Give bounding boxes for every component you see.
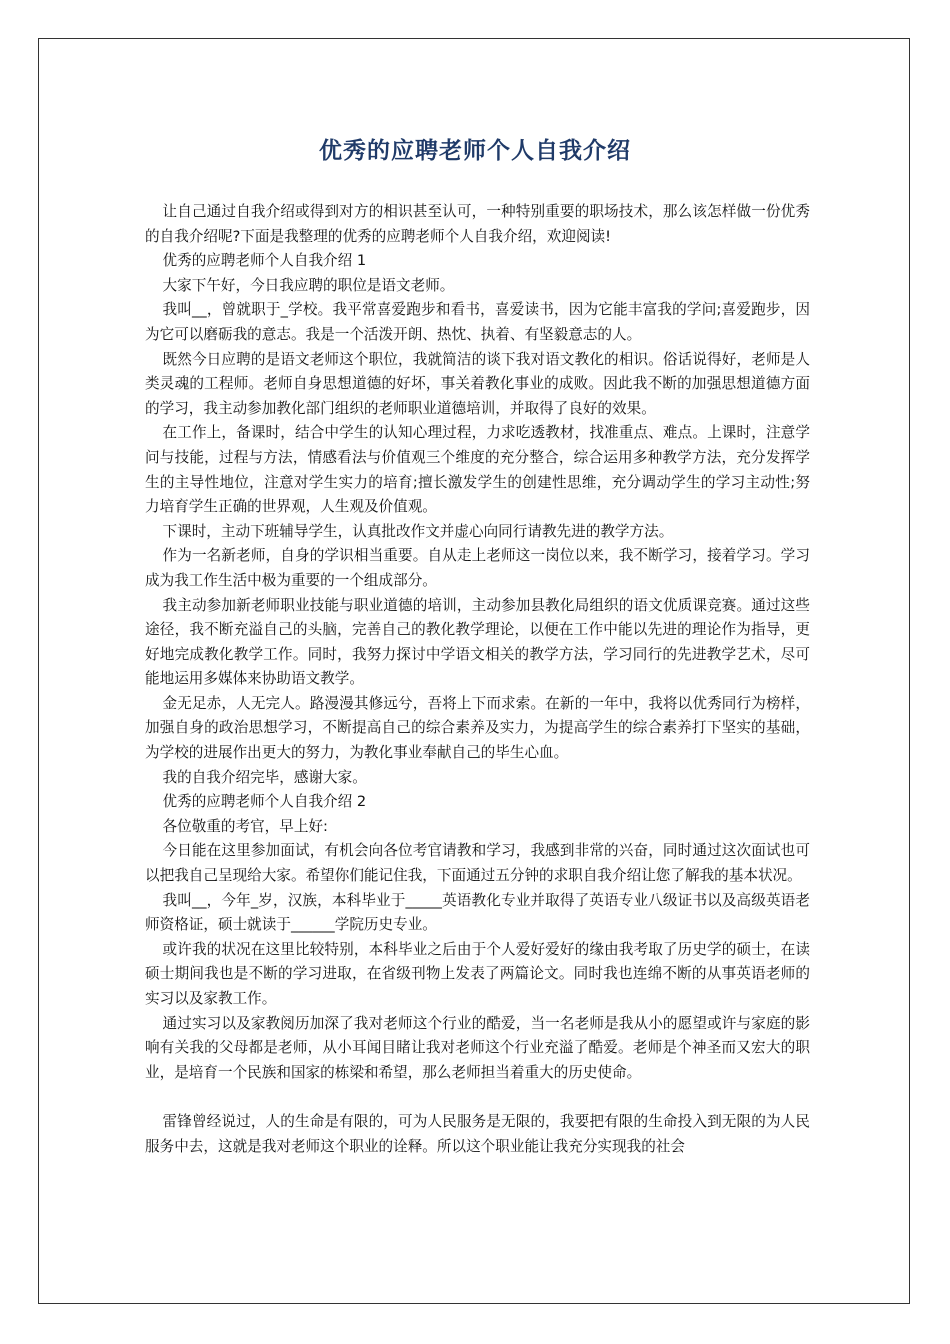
section-heading-2: 优秀的应聘老师个人自我介绍 2 [162, 793, 367, 811]
paragraph-intro: 让自己通过自我介绍或得到对方的相识甚至认可，一种特别重要的职场技术，那么该怎样做一份优秀的自我介绍呢?下面是我整理的优秀的应聘老师个人自我介绍，欢迎阅读! [145, 203, 810, 245]
section-heading-1: 优秀的应聘老师个人自我介绍 1 [162, 252, 367, 270]
paragraph: 在工作上，备课时，结合中学生的认知心理过程，力求吃透教材，找准重点、难点。上课时，注意学问与技能，过程与方法，情感看法与价值观三个维度的充分整合，综合运用多种教学方法，充分发挥学生的主导性地位，注意对学生实力的培育;擅长激发学生的创建性思维，充分调动学生的学习主动性;努力培育学生正确的世界观，人生观及价值观。 [145, 424, 810, 516]
paragraph: 雷锋曾经说过，人的生命是有限的，可为人民服务是无限的，我要把有限的生命投入到无限的为人民服务中去，这就是我对老师这个职业的诠释。所以这个职业能让我充分实现我的社会 [145, 1112, 810, 1155]
paragraph: 今日能在这里参加面试，有机会向各位考官请教和学习，我感到非常的兴奋，同时通过这次面试也可以把我自己呈现给大家。希望你们能记住我，下面通过五分钟的求职自我介绍让您了解我的基本状况。 [145, 842, 810, 885]
paragraph: 我叫__，今年_岁，汉族，本科毕业于_____英语教化专业并取得了英语专业八级证书以及高级英语老师资格证，硕士就读于______学院历史专业。 [145, 891, 810, 934]
paragraph: 金无足赤，人无完人。路漫漫其修远兮，吾将上下而求索。在新的一年中，我将以优秀同行为榜样，加强自身的政治思想学习，不断提高自己的综合素养及实力，为提高学生的综合素养打下坚实的基础，为学校的进展作出更大的努力，为教化事业奉献自己的毕生心血。 [145, 694, 810, 762]
paragraph: 通过实习以及家教阅历加深了我对老师这个行业的酷爱，当一名老师是我从小的愿望或许与家庭的影响有关我的父母都是老师，从小耳闻目睹让我对老师这个行业充溢了酷爱。老师是个神圣而又宏大的职业，是培育一个民族和国家的栋梁和希望，那么老师担当着重大的历史使命。 [145, 1014, 810, 1081]
paragraph: 既然今日应聘的是语文老师这个职位，我就简洁的谈下我对语文教化的相识。俗话说得好，老师是人类灵魂的工程师。老师自身思想道德的好坏，事关着教化事业的成败。因此我不断的加强思想道德方面的学习，我主动参加教化部门组织的老师职业道德培训，并取得了良好的效果。 [145, 350, 810, 417]
paragraph: 各位敬重的考官，早上好: [162, 817, 328, 835]
paragraph: 大家下午好，今日我应聘的职位是语文老师。 [162, 276, 455, 294]
paragraph: 下课时，主动下班辅导学生，认真批改作文并虚心向同行请教先进的教学方法。 [162, 522, 674, 540]
document-title: 优秀的应聘老师个人自我介绍 [319, 138, 631, 164]
document-body [145, 200, 810, 1159]
paragraph: 或许我的状况在这里比较特别，本科毕业之后由于个人爱好爱好的缘由我考取了历史学的硕士，在读硕士期间我也是不断的学习进取，在省级刊物上发表了两篇论文。同时我也连绵不断的从事英语老师的实习以及家教工作。 [145, 940, 810, 1007]
paragraph: 我的自我介绍完毕，感谢大家。 [162, 768, 367, 786]
paragraph: 我叫__，曾就职于_学校。我平常喜爱跑步和看书，喜爱读书，因为它能丰富我的学问;喜爱跑步，因为它可以磨砺我的意志。我是一个活泼开朗、热忱、执着、有坚毅意志的人。 [145, 301, 810, 343]
paragraph: 作为一名新老师，自身的学识相当重要。自从走上老师这一岗位以来，我不断学习，接着学习。学习成为我工作生活中极为重要的一个组成部分。 [145, 547, 810, 589]
paragraph: 我主动参加新老师职业技能与职业道德的培训，主动参加县教化局组织的语文优质课竞赛。通过这些途径，我不断充溢自己的头脑，完善自己的教化教学理论，以便在工作中能以先进的理论作为指导，更好地完成教化教学工作。同时，我努力探讨中学语文相关的教学方法，学习同行的先进教学艺术，尽可能地运用多媒体来协助语文教学。 [145, 596, 810, 688]
